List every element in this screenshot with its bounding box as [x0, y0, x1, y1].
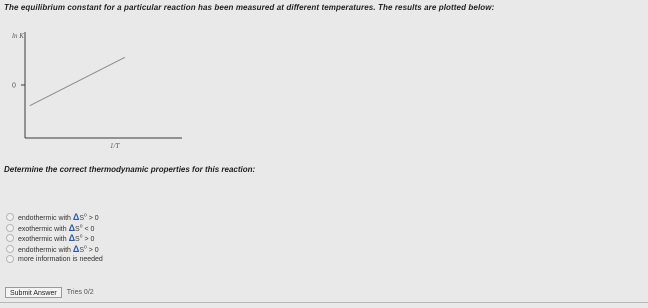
choice-label: endothermic with $\Delta S^o > 0$ [18, 212, 99, 223]
choice-label: exothermic with $\Delta S^o < 0$ [18, 222, 95, 233]
delta-symbol: Δ [68, 233, 76, 244]
radio-button[interactable] [6, 255, 14, 263]
choice-more-information[interactable] [6, 254, 103, 265]
y-axis-label: ln K [12, 32, 24, 40]
radio-button[interactable] [6, 234, 14, 242]
tries-counter: Tries 0/2 [66, 289, 94, 296]
radio-button[interactable] [6, 213, 14, 221]
prompt-text: Determine the correct thermodynamic properties for this reaction: [4, 165, 256, 174]
x-axis-label: 1/T [110, 142, 120, 150]
choice-exothermic-negative[interactable] [6, 223, 103, 234]
choice-exothermic-positive[interactable] [6, 233, 103, 244]
y-tick-label-0: 0 [12, 82, 16, 90]
radio-button[interactable] [6, 245, 14, 253]
choice-endothermic-positive-2[interactable] [6, 244, 103, 255]
choice-label: endothermic with $\Delta S^o > 0$ [18, 243, 99, 254]
delta-symbol: Δ [72, 212, 80, 223]
data-line [30, 57, 125, 105]
divider [0, 302, 648, 303]
submit-answer-button[interactable]: Submit Answer [5, 287, 62, 298]
answer-choices [6, 212, 103, 265]
delta-symbol: Δ [68, 222, 76, 233]
question-text: The equilibrium constant for a particular reaction has been measured at different temperatures. The results are plotted below: [4, 3, 495, 12]
choice-label: exothermic with $\Delta S^o > 0$ [18, 233, 95, 244]
delta-symbol: Δ [72, 243, 80, 254]
choice-endothermic-positive[interactable] [6, 212, 103, 223]
answer-controls [5, 287, 94, 298]
radio-button[interactable] [6, 224, 14, 232]
choice-label: more information is needed [18, 255, 103, 263]
